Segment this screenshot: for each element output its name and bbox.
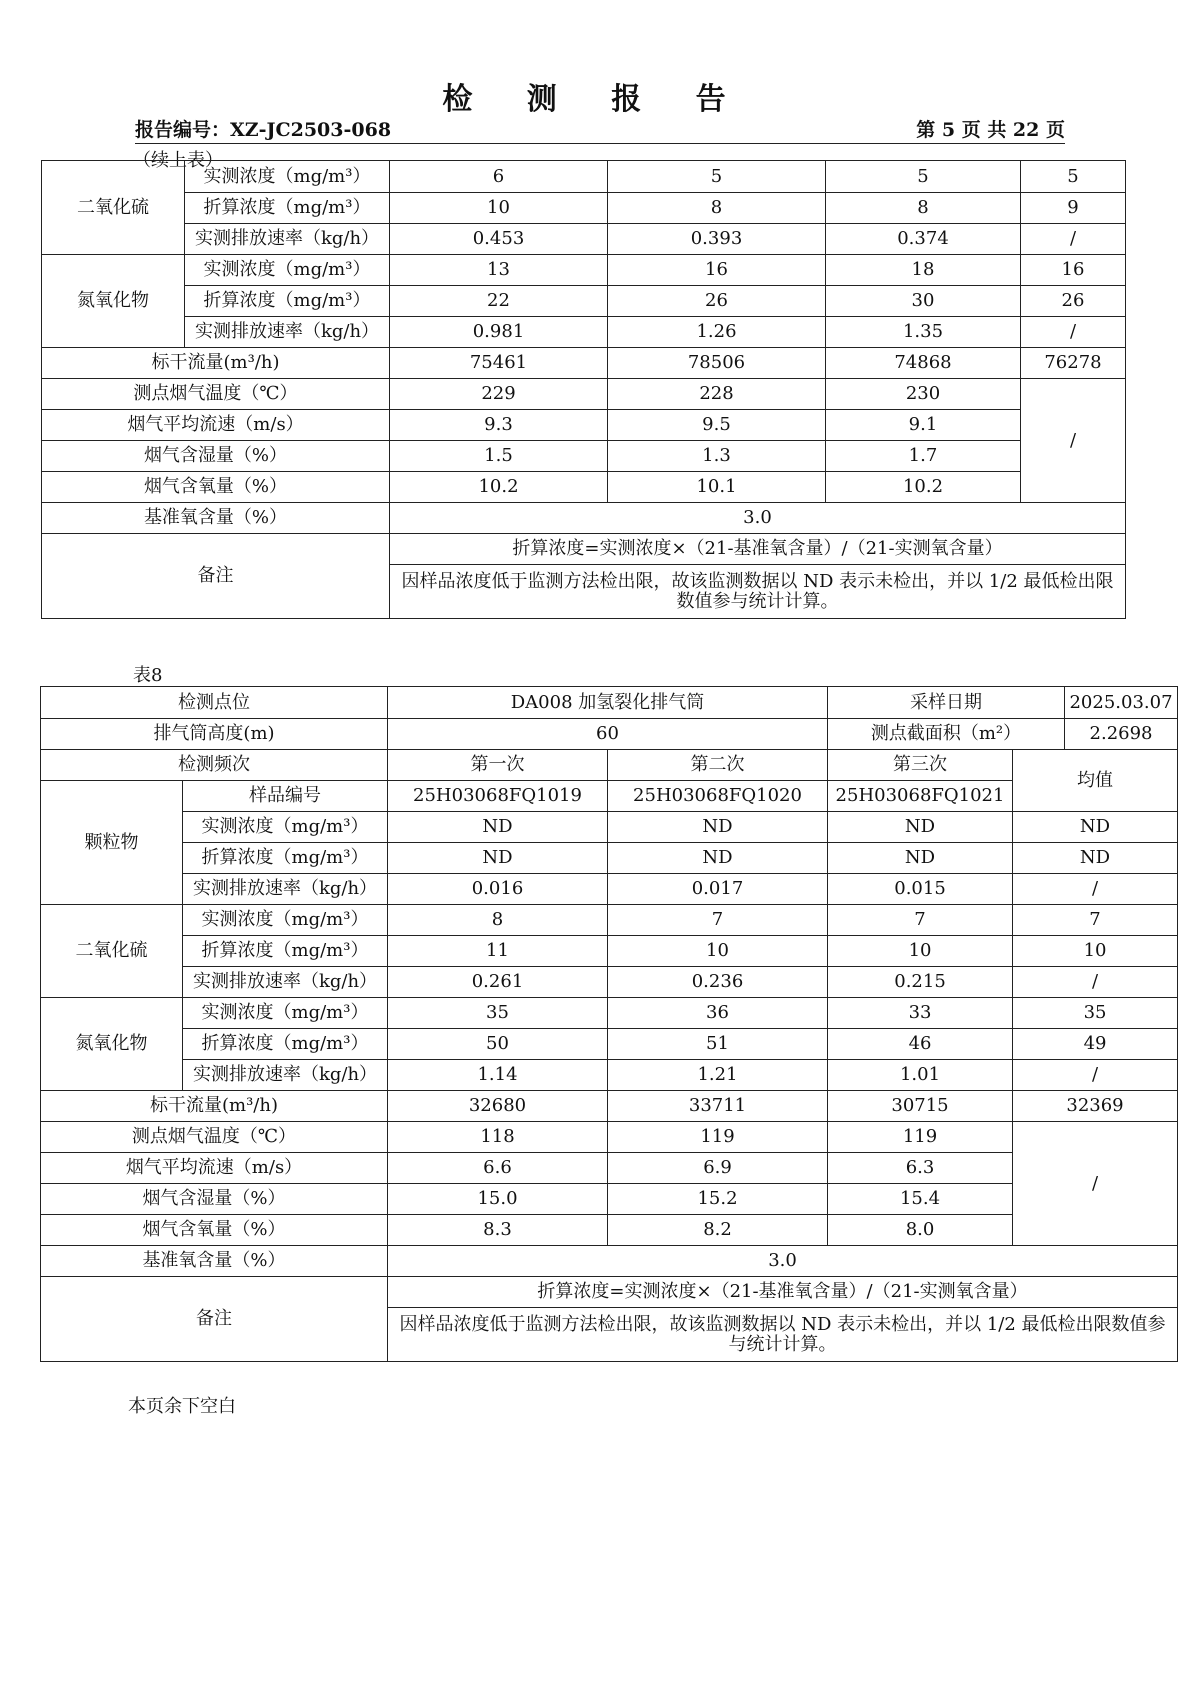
report-title: 检 测 报 告 bbox=[442, 82, 748, 117]
point-value: DA008 加氢裂化排气筒 bbox=[388, 687, 828, 719]
cell: 10 bbox=[1013, 936, 1178, 967]
cell: 8 bbox=[388, 905, 608, 936]
cell: 15.4 bbox=[828, 1184, 1013, 1215]
group-label: 二氧化硫 bbox=[42, 161, 185, 255]
row-label: 烟气含氧量（%） bbox=[42, 472, 390, 503]
row-label: 标干流量(m³/h) bbox=[41, 1091, 388, 1122]
cell: ND bbox=[828, 843, 1013, 874]
cell: 229 bbox=[390, 379, 608, 410]
param-label: 实测浓度（mg/m³） bbox=[185, 255, 390, 286]
cell: 1.3 bbox=[608, 441, 826, 472]
group-label: 二氧化硫 bbox=[41, 905, 183, 998]
cell: 0.393 bbox=[608, 224, 826, 255]
cell: 6 bbox=[390, 161, 608, 193]
param-label: 实测浓度（mg/m³） bbox=[183, 998, 388, 1029]
cell: 0.215 bbox=[828, 967, 1013, 998]
cell: 51 bbox=[608, 1029, 828, 1060]
remark-text: 因样品浓度低于监测方法检出限，故该监测数据以 ND 表示未检出，并以 1/2 最低检出限数值参与统计计算。 bbox=[390, 565, 1126, 619]
cell: 6.6 bbox=[388, 1153, 608, 1184]
cell: 13 bbox=[390, 255, 608, 286]
cell: 26 bbox=[608, 286, 826, 317]
cell: 5 bbox=[608, 161, 826, 193]
cell: 11 bbox=[388, 936, 608, 967]
cell: 36 bbox=[608, 998, 828, 1029]
cell: 0.016 bbox=[388, 874, 608, 905]
area-label: 测点截面积（m²） bbox=[828, 719, 1065, 750]
param-label: 实测排放速率（kg/h） bbox=[183, 874, 388, 905]
cell: 76278 bbox=[1021, 348, 1126, 379]
group-label: 氮氧化物 bbox=[41, 998, 183, 1091]
cell: 35 bbox=[388, 998, 608, 1029]
row-label: 测点烟气温度（℃） bbox=[42, 379, 390, 410]
report-number: 报告编号：XZ-JC2503-068 bbox=[135, 119, 392, 141]
area-value: 2.2698 bbox=[1065, 719, 1178, 750]
cell: / bbox=[1021, 317, 1126, 348]
freq-3: 第三次 bbox=[828, 750, 1013, 781]
avg-label: 均值 bbox=[1013, 750, 1178, 812]
cell: 1.14 bbox=[388, 1060, 608, 1091]
remark-formula: 折算浓度=实测浓度×（21-基准氧含量）/（21-实测氧含量） bbox=[390, 534, 1126, 565]
report-header bbox=[135, 115, 1065, 144]
cell: 0.981 bbox=[390, 317, 608, 348]
param-label: 实测浓度（mg/m³） bbox=[185, 161, 390, 193]
cell: 5 bbox=[1021, 161, 1126, 193]
cell: 46 bbox=[828, 1029, 1013, 1060]
avg-slash-cell: / bbox=[1021, 379, 1126, 503]
row-label: 基准氧含量（%） bbox=[42, 503, 390, 534]
row-label: 烟气含湿量（%） bbox=[41, 1184, 388, 1215]
table-8 bbox=[40, 686, 1178, 1362]
cell: 0.453 bbox=[390, 224, 608, 255]
cell: / bbox=[1013, 874, 1178, 905]
cell: 8.2 bbox=[608, 1215, 828, 1246]
cell: 18 bbox=[826, 255, 1021, 286]
cell: 50 bbox=[388, 1029, 608, 1060]
cell: 16 bbox=[1021, 255, 1126, 286]
freq-2: 第二次 bbox=[608, 750, 828, 781]
param-label: 实测排放速率（kg/h） bbox=[185, 317, 390, 348]
remark-formula: 折算浓度=实测浓度×（21-基准氧含量）/（21-实测氧含量） bbox=[388, 1277, 1178, 1308]
cell: 7 bbox=[608, 905, 828, 936]
cell: 1.5 bbox=[390, 441, 608, 472]
row-label: 烟气含氧量（%） bbox=[41, 1215, 388, 1246]
sample-label: 样品编号 bbox=[183, 781, 388, 812]
cell: ND bbox=[608, 843, 828, 874]
cell: 3.0 bbox=[390, 503, 1126, 534]
cell: ND bbox=[388, 843, 608, 874]
cell: 6.9 bbox=[608, 1153, 828, 1184]
cell: 15.0 bbox=[388, 1184, 608, 1215]
cell: 9.3 bbox=[390, 410, 608, 441]
cell: / bbox=[1013, 967, 1178, 998]
cell: 3.0 bbox=[388, 1246, 1178, 1277]
cell: 74868 bbox=[826, 348, 1021, 379]
cell: 0.374 bbox=[826, 224, 1021, 255]
cell: 8.0 bbox=[828, 1215, 1013, 1246]
cell: 16 bbox=[608, 255, 826, 286]
height-label: 排气筒高度(m) bbox=[41, 719, 388, 750]
cell: 10.2 bbox=[826, 472, 1021, 503]
cell: 75461 bbox=[390, 348, 608, 379]
cell: 10 bbox=[390, 193, 608, 224]
param-label: 实测排放速率（kg/h） bbox=[185, 224, 390, 255]
sample-id: 25H03068FQ1020 bbox=[608, 781, 828, 812]
remark-label: 备注 bbox=[41, 1277, 388, 1362]
continued-table bbox=[41, 160, 1126, 619]
cell: 9 bbox=[1021, 193, 1126, 224]
row-label: 基准氧含量（%） bbox=[41, 1246, 388, 1277]
point-label: 检测点位 bbox=[41, 687, 388, 719]
cell: ND bbox=[828, 812, 1013, 843]
cell: 1.21 bbox=[608, 1060, 828, 1091]
row-label: 测点烟气温度（℃） bbox=[41, 1122, 388, 1153]
cell: 0.261 bbox=[388, 967, 608, 998]
cell: / bbox=[1021, 224, 1126, 255]
cell: 119 bbox=[828, 1122, 1013, 1153]
freq-1: 第一次 bbox=[388, 750, 608, 781]
row-label: 烟气平均流速（m/s） bbox=[41, 1153, 388, 1184]
param-label: 实测浓度（mg/m³） bbox=[183, 812, 388, 843]
freq-label: 检测频次 bbox=[41, 750, 388, 781]
param-label: 实测排放速率（kg/h） bbox=[183, 967, 388, 998]
cell: 1.35 bbox=[826, 317, 1021, 348]
cell: 118 bbox=[388, 1122, 608, 1153]
cell: 35 bbox=[1013, 998, 1178, 1029]
cell: 1.01 bbox=[828, 1060, 1013, 1091]
param-label: 折算浓度（mg/m³） bbox=[183, 843, 388, 874]
cell: 8 bbox=[826, 193, 1021, 224]
param-label: 折算浓度（mg/m³） bbox=[185, 286, 390, 317]
cell: 0.236 bbox=[608, 967, 828, 998]
cell: 1.26 bbox=[608, 317, 826, 348]
row-label: 标干流量(m³/h) bbox=[42, 348, 390, 379]
param-label: 折算浓度（mg/m³） bbox=[185, 193, 390, 224]
row-label: 烟气平均流速（m/s） bbox=[42, 410, 390, 441]
cell: 9.1 bbox=[826, 410, 1021, 441]
sample-id: 25H03068FQ1021 bbox=[828, 781, 1013, 812]
page-info: 第 5 页 共 22 页 bbox=[916, 119, 1065, 141]
table-label: 表8 bbox=[133, 665, 163, 686]
cell: 8.3 bbox=[388, 1215, 608, 1246]
cell: ND bbox=[1013, 843, 1178, 874]
cell: 7 bbox=[828, 905, 1013, 936]
cell: 1.7 bbox=[826, 441, 1021, 472]
cell: 26 bbox=[1021, 286, 1126, 317]
cell: / bbox=[1013, 1060, 1178, 1091]
cell: 32369 bbox=[1013, 1091, 1178, 1122]
cell: 33 bbox=[828, 998, 1013, 1029]
cell: 22 bbox=[390, 286, 608, 317]
param-label: 实测浓度（mg/m³） bbox=[183, 905, 388, 936]
cell: 10.2 bbox=[390, 472, 608, 503]
cell: 30715 bbox=[828, 1091, 1013, 1122]
remark-label: 备注 bbox=[42, 534, 390, 619]
cell: 5 bbox=[826, 161, 1021, 193]
cell: 30 bbox=[826, 286, 1021, 317]
remark-text: 因样品浓度低于监测方法检出限，故该监测数据以 ND 表示未检出，并以 1/2 最低检出限数值参与统计计算。 bbox=[388, 1308, 1178, 1362]
cell: ND bbox=[1013, 812, 1178, 843]
cell: 0.015 bbox=[828, 874, 1013, 905]
sample-id: 25H03068FQ1019 bbox=[388, 781, 608, 812]
cell: 230 bbox=[826, 379, 1021, 410]
cell: 6.3 bbox=[828, 1153, 1013, 1184]
continued-note: （续上表） bbox=[133, 150, 223, 171]
cell: ND bbox=[388, 812, 608, 843]
cell: 8 bbox=[608, 193, 826, 224]
group-label: 氮氧化物 bbox=[42, 255, 185, 348]
footer-note: 本页余下空白 bbox=[128, 1396, 236, 1417]
cell: 15.2 bbox=[608, 1184, 828, 1215]
date-label: 采样日期 bbox=[828, 687, 1065, 719]
height-value: 60 bbox=[388, 719, 828, 750]
row-label: 烟气含湿量（%） bbox=[42, 441, 390, 472]
param-label: 折算浓度（mg/m³） bbox=[183, 936, 388, 967]
cell: ND bbox=[608, 812, 828, 843]
cell: 0.017 bbox=[608, 874, 828, 905]
cell: 78506 bbox=[608, 348, 826, 379]
cell: 49 bbox=[1013, 1029, 1178, 1060]
cell: 10 bbox=[828, 936, 1013, 967]
cell: 228 bbox=[608, 379, 826, 410]
cell: 7 bbox=[1013, 905, 1178, 936]
avg-slash-cell: / bbox=[1013, 1122, 1178, 1246]
cell: 119 bbox=[608, 1122, 828, 1153]
param-label: 折算浓度（mg/m³） bbox=[183, 1029, 388, 1060]
param-label: 实测排放速率（kg/h） bbox=[183, 1060, 388, 1091]
cell: 9.5 bbox=[608, 410, 826, 441]
date-value: 2025.03.07 bbox=[1065, 687, 1178, 719]
cell: 33711 bbox=[608, 1091, 828, 1122]
cell: 10 bbox=[608, 936, 828, 967]
group-label: 颗粒物 bbox=[41, 781, 183, 905]
cell: 10.1 bbox=[608, 472, 826, 503]
cell: 32680 bbox=[388, 1091, 608, 1122]
